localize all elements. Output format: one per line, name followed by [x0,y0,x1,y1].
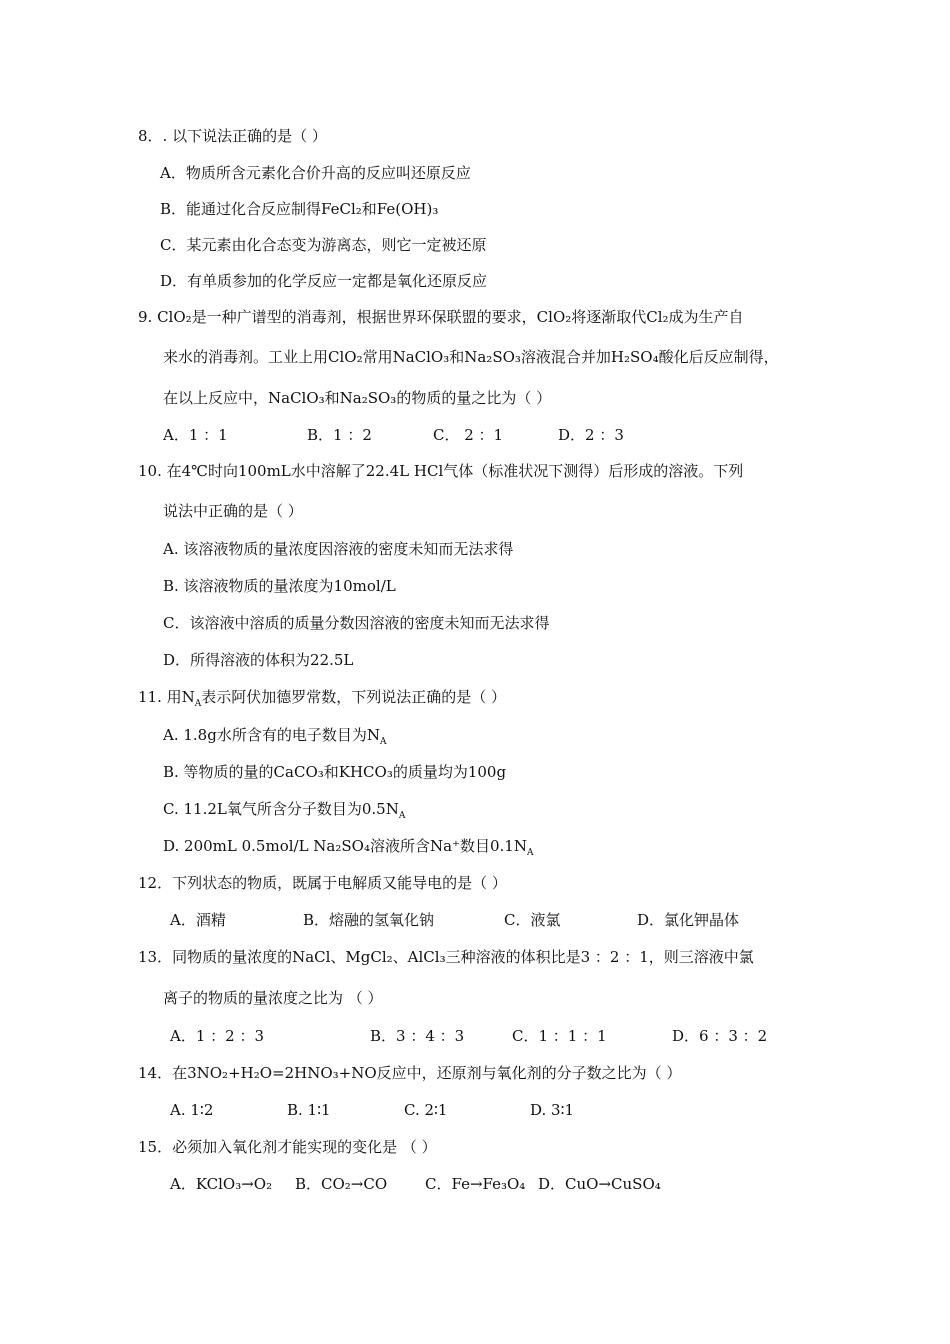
q10-stem-line-1: 10. 在4℃时向100mL水中溶解了22.4L HCl气体（标准状况下测得）后形成的溶液。下列 [138,462,744,480]
q14-option-a: A. 1∶2 [170,1101,214,1119]
q9-option-a: A．1 ：1 [163,426,228,444]
q11-option-c: C. 11.2L氧气所含分子数目为$0.5N_A$ [163,800,406,821]
q15-option-d: D．CuO→CuSO₄ [538,1175,661,1193]
q15-option-b: B．CO₂→CO [295,1175,388,1193]
q13-stem-line-2: 离子的物质的量浓度之比为 （ ） [163,989,383,1007]
q8-stem: 8．. 以下说法正确的是（ ） [138,127,327,145]
q13-option-b: B．3 ：4 ：3 [370,1027,465,1045]
q14-option-c: C. 2∶1 [404,1101,448,1119]
q9-stem-line-1: 9. ClO₂是一种广谱型的消毒剂，根据世界环保联盟的要求，ClO₂将逐渐取代Cl₂成为生产自 [138,308,744,326]
q12-stem: 12．下列状态的物质，既属于电解质又能导电的是（ ） [138,874,507,892]
q12-option-a: A．酒精 [170,911,226,929]
q15-stem: 15．必须加入氧化剂才能实现的变化是 （ ） [138,1138,437,1156]
q11-option-a: A. 1.8g水所含有的电子数目为$N_A$ [163,726,387,747]
q9-stem-line-2: 来水的消毒剂。工业上用ClO₂常用NaClO₃和Na₂SO₃溶液混合并加H₂SO₄酸化后反应制得， [163,348,779,366]
q13-option-d: D．6 ：3 ：2 [672,1027,768,1045]
q8-option-a: A．物质所含元素化合价升高的反应叫还原反应 [160,164,471,182]
q11-stem: 11. 用$N_A$表示阿伏加德罗常数，下列说法正确的是（ ） [138,688,507,709]
q10-option-c: C．该溶液中溶质的质量分数因溶液的密度未知而无法求得 [163,614,550,632]
q11-option-d: D. 200mL 0.5mol/L Na₂SO₄溶液所含Na⁺数目$0.1N_A$ [163,837,534,858]
q10-option-b: B. 该溶液物质的量浓度为10mol/L [163,577,396,595]
q9-option-d: D．2 ：3 [558,426,624,444]
q14-option-b: B. 1∶1 [287,1101,331,1119]
q15-option-c: C．Fe→Fe₃O₄ [425,1175,526,1193]
q13-option-c: C．1 ：1 ：1 [512,1027,607,1045]
q9-option-c: C． 2 ：1 [433,426,504,444]
q9-stem-line-3: 在以上反应中，NaClO₃和Na₂SO₃的物质的量之比为（ ） [163,389,552,407]
q8-option-c: C．某元素由化合态变为游离态，则它一定被还原 [160,236,487,254]
q13-stem-line-1: 13．同物质的量浓度的NaCl、MgCl₂、AlCl₃三种溶液的体积比是3 ：2 ：1，则三溶液中氯 [138,948,754,966]
q14-stem: 14．在3NO₂+H₂O=2HNO₃+NO反应中，还原剂与氧化剂的分子数之比为（ ） [138,1064,682,1082]
q10-option-a: A. 该溶液物质的量浓度因溶液的密度未知而无法求得 [163,540,514,558]
q11-option-b: B. 等物质的量的CaCO₃和KHCO₃的质量均为100g [163,763,507,781]
q12-option-b: B．熔融的氢氧化钠 [303,911,435,929]
q15-option-a: A．KClO₃→O₂ [170,1175,273,1193]
q9-option-b: B．1 ：2 [307,426,372,444]
q12-option-d: D．氯化钾晶体 [637,911,740,929]
q8-option-b: B．能通过化合反应制得FeCl₂和Fe(OH)₃ [160,200,439,218]
q10-stem-line-2: 说法中正确的是（ ） [163,502,303,520]
q14-option-d: D. 3∶1 [530,1101,575,1119]
q13-option-a: A．1 ：2 ：3 [170,1027,264,1045]
q10-option-d: D．所得溶液的体积为22.5L [163,651,354,669]
q8-option-d: D．有单质参加的化学反应一定都是氧化还原反应 [160,272,488,290]
q12-option-c: C．液氯 [504,911,561,929]
